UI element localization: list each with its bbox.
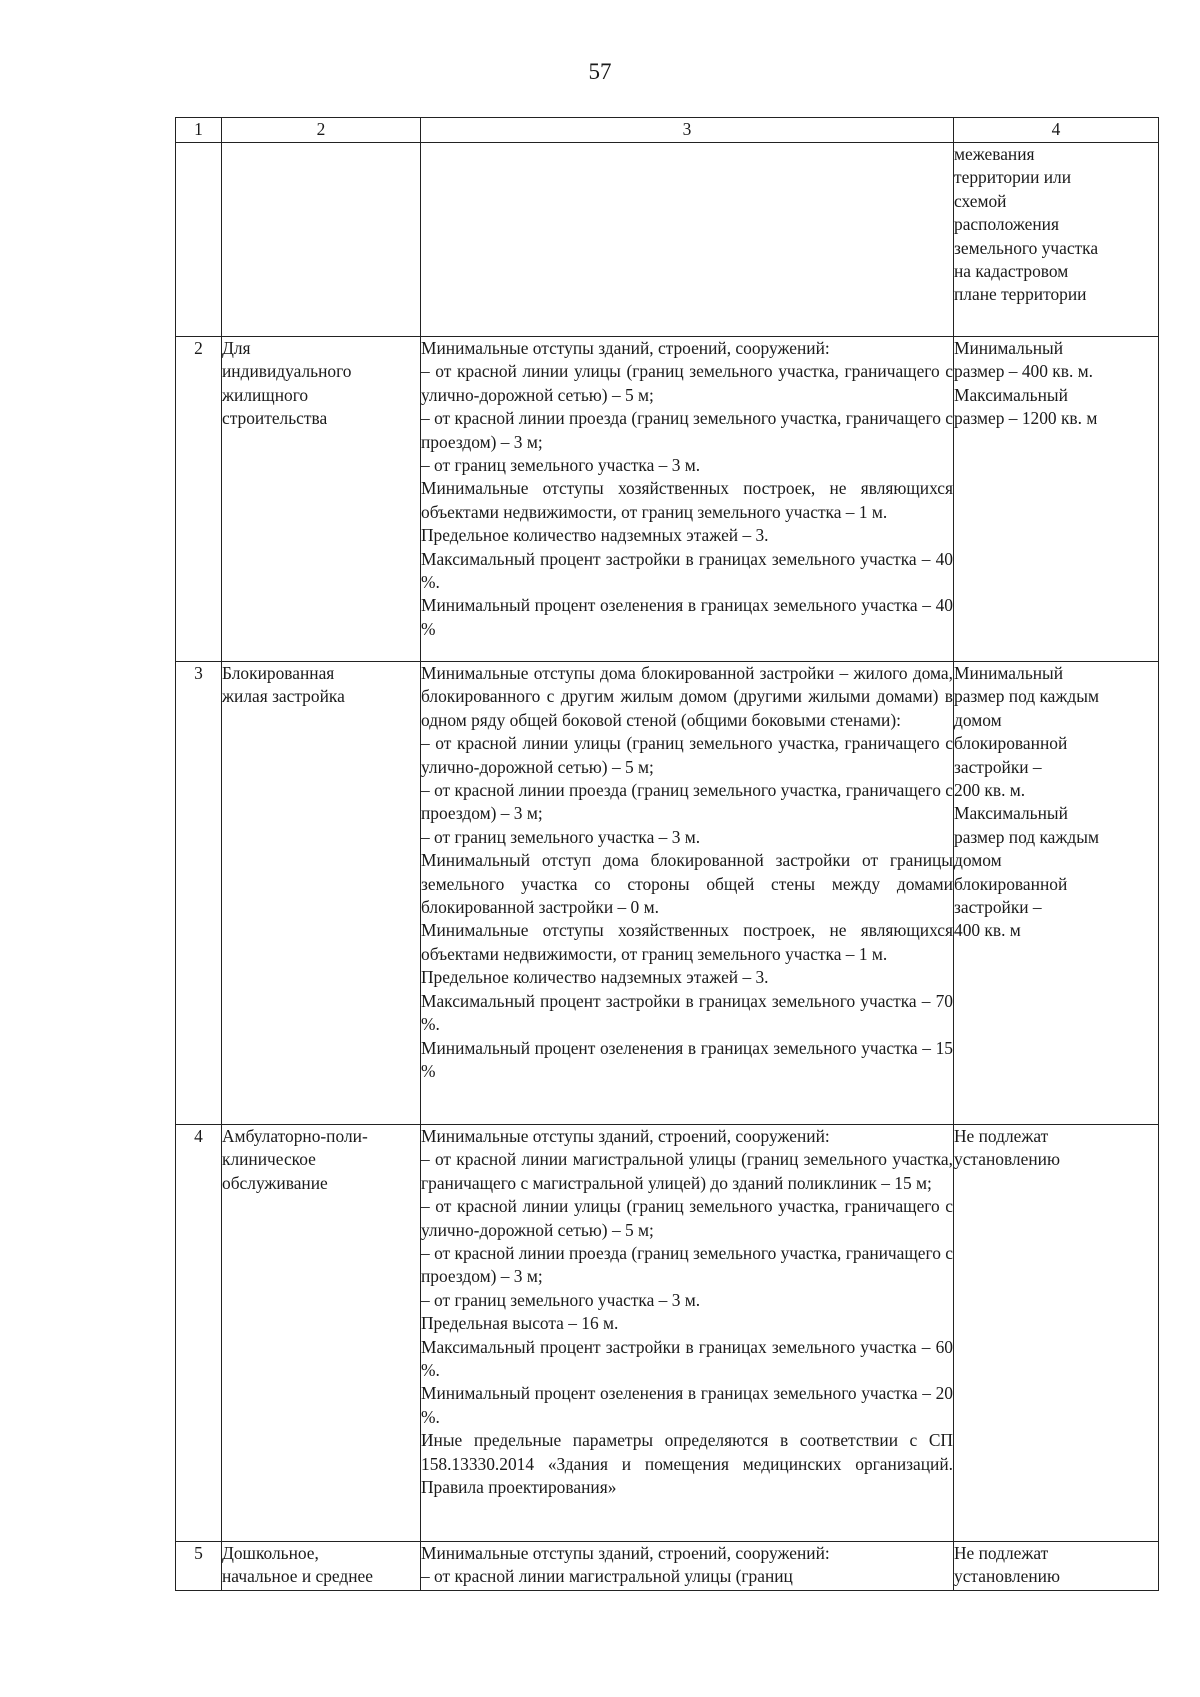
- cell-params: [421, 337, 954, 662]
- size-line: 400 кв. м: [954, 920, 1021, 941]
- table-row: [176, 1542, 1159, 1591]
- cell-name: [222, 1542, 421, 1591]
- header-col-1: 1: [176, 118, 222, 143]
- param-line: – от красной линии улицы (границ земельного участка, граничащего с улично-дорожной сетью) – 5 м;: [421, 733, 953, 777]
- param-line: – от красной линии улицы (границ земельного участка, граничащего с улично-дорожной сетью) – 5 м;: [421, 1196, 953, 1240]
- cell-num: 4: [176, 1125, 222, 1542]
- param-line: Предельная высота – 16 м.: [421, 1313, 619, 1334]
- cell-num: 5: [176, 1542, 222, 1591]
- name-line: жилищного: [222, 384, 309, 405]
- size-line: Максимальный: [954, 803, 1068, 824]
- size-line: межевания: [954, 144, 1035, 164]
- table-row: [176, 337, 1159, 662]
- param-line: Минимальные отступы зданий, строений, сооружений:: [421, 338, 830, 358]
- cell-name: [222, 1125, 421, 1542]
- size-line: застройки –: [954, 897, 1042, 918]
- param-line: – от красной линии улицы (границ земельного участка, граничащего с улично-дорожной сетью) – 5 м;: [421, 361, 953, 405]
- size-line: установлению: [954, 1566, 1060, 1587]
- param-line: – от красной линии проезда (границ земельного участка, граничащего с проездом) – 3 м;: [421, 1243, 953, 1287]
- cell-num: 2: [176, 337, 222, 662]
- cell-params: [421, 1542, 954, 1591]
- table-row: [176, 662, 1159, 1125]
- size-line: блокированной: [954, 733, 1068, 754]
- name-line: Для: [222, 338, 251, 358]
- cell-num: 3: [176, 662, 222, 1125]
- size-line: застройки –: [954, 756, 1042, 777]
- size-line: размер – 400 кв. м.: [954, 361, 1093, 382]
- param-line: Минимальные отступы дома блокированной застройки – жилого дома, блокированного с другим жилым домом (другими жилыми домами) в одном ряду общей боковой стеной (общими боковыми стенами):: [421, 663, 953, 730]
- cell-size: [954, 662, 1159, 1125]
- param-line: Минимальные отступы зданий, строений, сооружений:: [421, 1126, 830, 1146]
- cell-name: [222, 337, 421, 662]
- header-col-2: 2: [222, 118, 421, 143]
- table-row: [176, 1125, 1159, 1542]
- param-line: Минимальный процент озеленения в границах земельного участка – 40 %: [421, 595, 953, 639]
- name-line: начальное и среднее: [222, 1566, 373, 1587]
- size-line: Не подлежат: [954, 1543, 1049, 1563]
- param-line: – от красной линии проезда (границ земельного участка, граничащего с проездом) – 3 м;: [421, 780, 953, 824]
- param-line: Максимальный процент застройки в границах земельного участка – 40 %.: [421, 548, 953, 593]
- size-line: территории или: [954, 167, 1072, 188]
- page-number: 57: [588, 59, 612, 84]
- name-line: индивидуального: [222, 361, 352, 382]
- size-line: расположения: [954, 214, 1059, 235]
- size-line: на кадастровом: [954, 261, 1069, 282]
- param-line: – от границ земельного участка – 3 м.: [421, 455, 701, 476]
- cell-params: [421, 143, 954, 337]
- cell-num: [176, 143, 222, 337]
- param-line: Минимальный процент озеленения в границах земельного участка – 20 %.: [421, 1383, 953, 1427]
- param-line: Минимальный отступ дома блокированной застройки от границы земельного участка со стороны общей стены между домами блокированной застройки – 0 м.: [421, 850, 953, 918]
- size-line: Минимальный: [954, 663, 1064, 683]
- table-row-continuation: [176, 143, 1159, 337]
- cell-size: [954, 143, 1159, 337]
- param-line: – от красной линии проезда (границ земельного участка, граничащего с проездом) – 3 м;: [421, 408, 953, 452]
- size-line: Максимальный: [954, 384, 1068, 405]
- param-line: – от красной линии магистральной улицы (границ земельного участка, граничащего с магистральной улицей) до зданий поликлиник – 15 м;: [421, 1149, 953, 1193]
- size-line: установлению: [954, 1149, 1060, 1170]
- size-line: домом: [954, 709, 1002, 730]
- cell-name: [222, 143, 421, 337]
- param-line: Минимальные отступы зданий, строений, сооружений:: [421, 1543, 830, 1563]
- param-line: Минимальные отступы хозяйственных построек, не являющихся объектами недвижимости, от границ земельного участка – 1 м.: [421, 920, 953, 964]
- param-line: Минимальный процент озеленения в границах земельного участка – 15 %: [421, 1037, 953, 1081]
- header-col-3: 3: [421, 118, 954, 143]
- name-line: Амбулаторно-поли-: [222, 1126, 368, 1146]
- param-line: Предельное количество надземных этажей – 3.: [421, 525, 769, 546]
- size-line: домом: [954, 850, 1002, 871]
- size-line: размер под каждым: [954, 826, 1099, 847]
- name-line: клиническое: [222, 1149, 316, 1170]
- param-line: Иные предельные параметры определяются в соответствии с СП 158.13330.2014 «Здания и помещения медицинских организаций. Правила проектирования»: [421, 1430, 953, 1498]
- size-line: земельного участка: [954, 237, 1099, 258]
- name-line: Блокированная: [222, 663, 335, 683]
- size-line: Не подлежат: [954, 1126, 1049, 1146]
- size-line: размер под каждым: [954, 686, 1099, 707]
- size-line: размер – 1200 кв. м: [954, 408, 1098, 429]
- size-line: Минимальный: [954, 338, 1064, 358]
- param-line: Минимальные отступы хозяйственных построек, не являющихся объектами недвижимости, от границ земельного участка – 1 м.: [421, 478, 953, 522]
- header-col-4: 4: [954, 118, 1159, 143]
- table-header-row: [176, 118, 1159, 143]
- name-line: жилая застройка: [222, 686, 345, 707]
- cell-name: [222, 662, 421, 1125]
- param-line: Предельное количество надземных этажей – 3.: [421, 967, 769, 988]
- name-line: обслуживание: [222, 1172, 328, 1193]
- size-line: плане территории: [954, 284, 1087, 305]
- param-line: – от границ земельного участка – 3 м.: [421, 826, 701, 847]
- name-line: Дошкольное,: [222, 1543, 319, 1563]
- name-line: строительства: [222, 408, 328, 429]
- cell-size: [954, 1125, 1159, 1542]
- param-line: Максимальный процент застройки в границах земельного участка – 70 %.: [421, 990, 953, 1035]
- size-line: 200 кв. м.: [954, 780, 1026, 801]
- zoning-parameters-table: [175, 117, 1159, 1591]
- size-line: блокированной: [954, 873, 1068, 894]
- cell-size: [954, 337, 1159, 662]
- param-line: – от красной линии магистральной улицы (границ: [421, 1566, 793, 1587]
- cell-params: [421, 1125, 954, 1542]
- cell-size: [954, 1542, 1159, 1591]
- param-line: Максимальный процент застройки в границах земельного участка – 60 %.: [421, 1336, 953, 1381]
- cell-params: [421, 662, 954, 1125]
- size-line: схемой: [954, 190, 1007, 211]
- param-line: – от границ земельного участка – 3 м.: [421, 1289, 701, 1310]
